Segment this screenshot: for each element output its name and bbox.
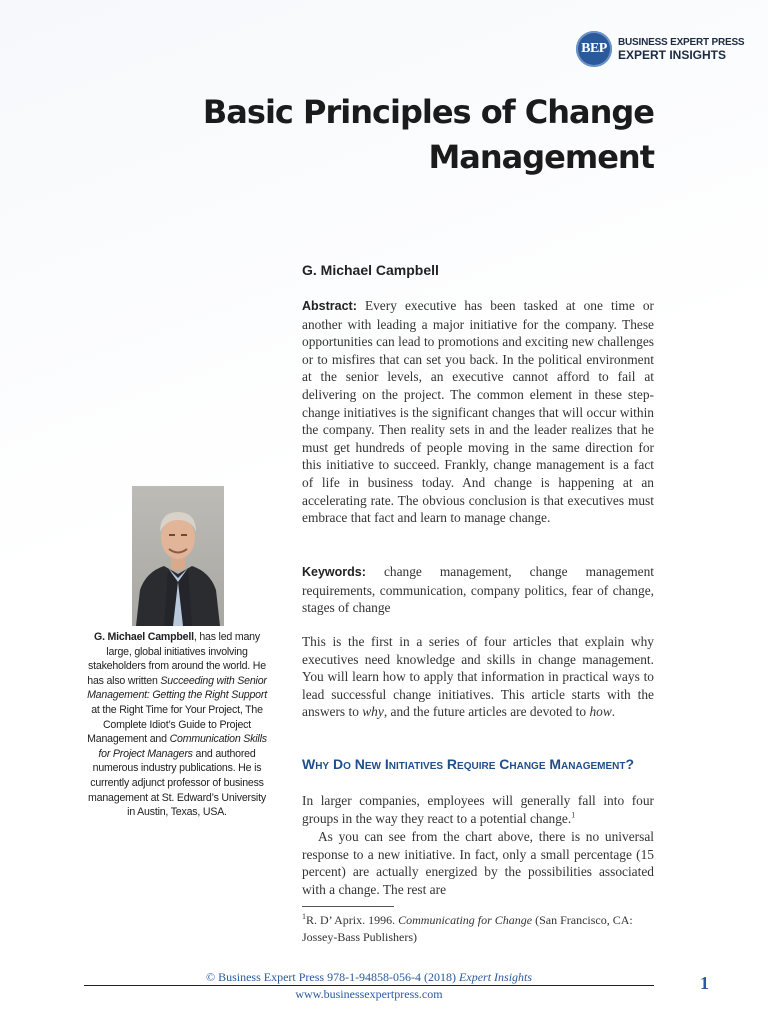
footer-copyright: © Business Expert Press 978-1-94858-056-4 (2018) Expert Insights [205,970,533,984]
publisher-name [618,37,744,61]
page-number: 1 [700,973,709,993]
title-line2: Management [428,138,654,176]
keywords-label: Keywords: [302,565,366,579]
author-bio: G. Michael Campbell, has led many large, global initiatives involving stakeholders from around the world. He has also written Succeeding with Senior Management: Getting the Right Support at the Right Time for Your Project, The Complete Idiot’s Guide to Project Management and Communication Skills for Project Managers and authored numerous industry publications. He is currently adjunct professor of business management at St. Edward’s University in Austin, Texas, USA. [87,631,267,819]
author-portrait-icon [132,486,224,626]
page-title [150,90,654,180]
body-paragraph-2: As you can see from the chart above, there is no universal response to a new initiative. In fact, only a small percentage (15 percent) are actually energized by the possibilities associated with a change. The rest are [302,829,654,897]
footer-series: Expert Insights [459,970,533,984]
section-heading: Why Do New Initiatives Require Change Management? [302,756,635,772]
footnote-divider [302,906,394,907]
footnote-book: Communicating for Change [398,913,533,927]
keywords-text: change management, change management requirements, communication, company politics, fear of change, stages of change [302,564,654,616]
footnote: $^1$R. D’ Aprix. 1996. Communicating for Change (San Francisco, CA: Jossey-Bass Publishers) [302,912,633,944]
body-paragraph-1: In larger companies, employees will generally fall into four groups in the way they react to a potential change.$^1$ [302,793,654,826]
intro-paragraph: This is the first in a series of four articles that explain why executives need knowledge and skills in change management. You will learn how to apply that information in practical ways to lead successful change initiatives. This article starts with the answers to why, and the future articles are devoted to how. [302,634,654,720]
bio-name: G. Michael Campbell [94,631,194,643]
emphasis-why: why [362,704,384,720]
footer-url[interactable]: www.businessexpertpress.com [295,987,443,1001]
title-line1: Basic Principles of Change [202,93,654,131]
bep-badge-icon: BEP [576,31,612,67]
author-name: G. Michael Campbell [302,262,439,278]
footer-divider [84,985,654,986]
footnote-ref[interactable]: 1 [571,810,576,820]
bio-book-1: Succeeding with Senior Management: Getting the Right Support [87,674,267,702]
abstract-text: Every executive has been tasked at one time or another with leading a major initiative for the company. These opportunities can lead to promotions and exciting new challenges or to misfires that can set you back. In the political environment at the senior levels, an executive cannot afford to fail at delivering on the project. The common element in these step-change initiatives is the significant changes that will occur within the company. Then reality sets in and the leader realizes that he must get hundreds of people moving in the same direction for this initiative to succeed. Frankly, change management is a fact of life in business today. And change is happening at an accelerating rate. The obvious conclusion is that executives must embrace that fact and learn to manage change. [302,298,654,526]
bio-book-2: Communication Skills for Project Managers [98,733,267,760]
publisher-line2: EXPERT INSIGHTS [618,48,727,62]
emphasis-how: how [589,704,612,720]
publisher-logo [576,31,744,67]
publisher-line1: BUSINESS EXPERT PRESS [618,37,745,48]
abstract [302,297,654,527]
abstract-label: Abstract: [302,299,357,313]
footnote-number: 1 [302,912,306,921]
keywords [302,563,654,617]
author-photo [132,486,224,626]
